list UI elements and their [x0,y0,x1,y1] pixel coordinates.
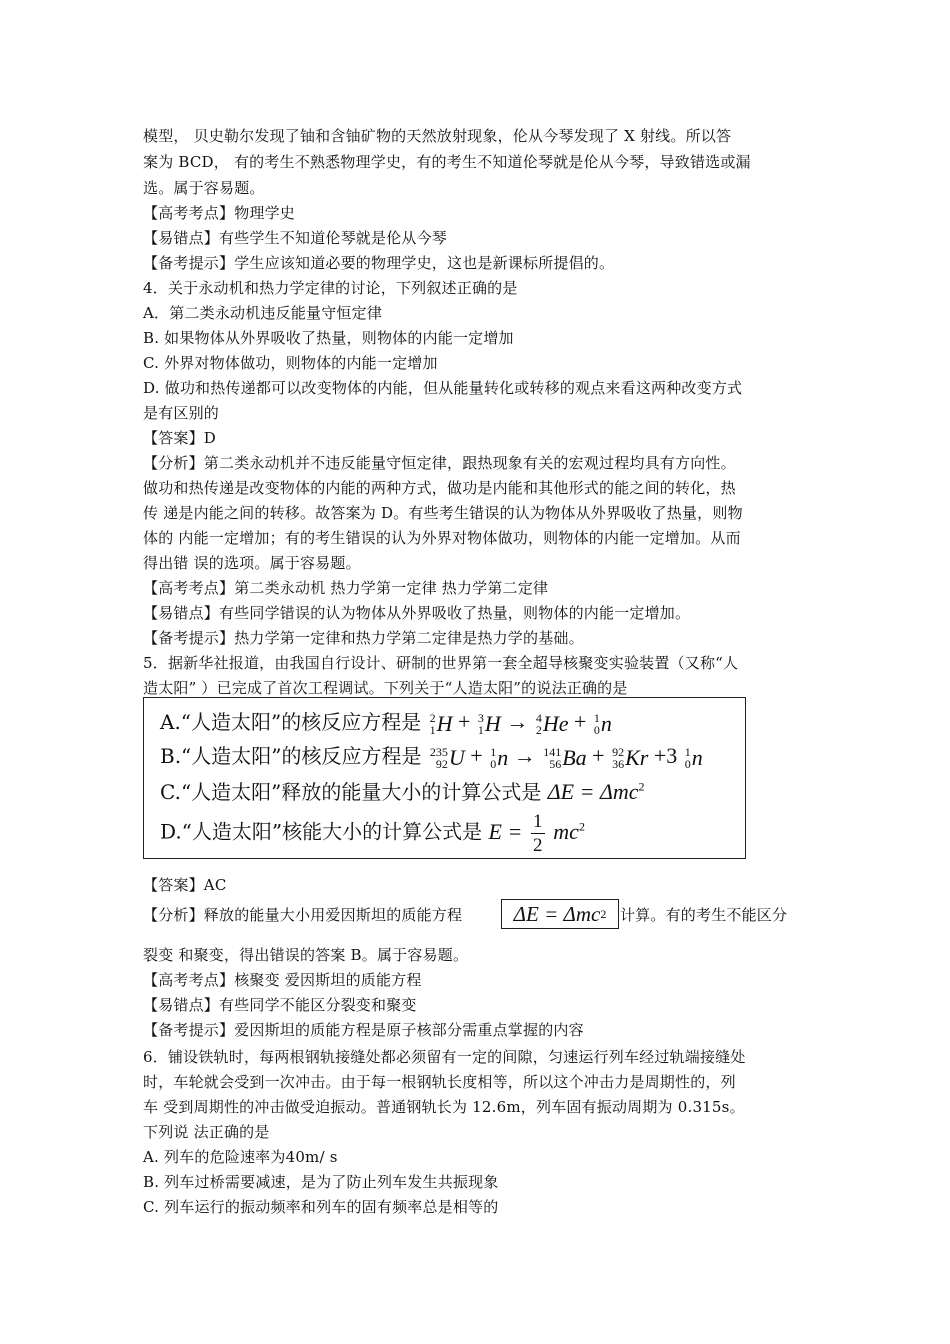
text-line: 体的 内能一定增加；有的考生错误的认为外界对物体做功，则物体的内能一定增加。从而 [143,529,741,547]
question-5-stem: 5．据新华社报道，由我国自行设计、研制的世界第一套全超导核聚变实验装置（又称“人 [143,654,739,672]
equation-a: 2 1 H + 3 1 H → 4 2 He + 1 0 n [429,709,612,737]
option-d: D. 做功和热传递都可以改变物体的内能，但从能量转化或转移的观点来看这两种改变方式 [143,379,743,397]
text-line: 【易错点】有些同学不能区分裂变和聚变 [143,996,417,1014]
answer-5: 【答案】AC [143,876,227,894]
equation-b: 235 92 U + 1 0 n → 141 56 Ba + 92 36 Kr +3 1 0 n [429,743,703,771]
question-6-stem: 6．铺设铁轨时，每两根钢轨接缝处都必须留有一定的间隙，匀速运行列车经过轨端接缝处 [143,1048,746,1066]
option-c: C. 外界对物体做功，则物体的内能一定增加 [143,354,438,372]
analysis-5: 【分析】释放的能量大小用爱因斯坦的质能方程 [143,906,463,924]
option-b-row: B.“人造太阳”的核反应方程是 235 92 U + 1 0 n → 141 56 Ba + 92 36 Kr +3 1 0 n [160,743,703,771]
text-line: 做功和热传递是改变物体的内能的两种方式，做功是内能和其他形式的能之间的转化，热 [143,479,736,497]
text-line: 造太阳” ）已完成了首次工程调试。下列关于“人造太阳”的说法正确的是 [143,679,628,697]
text-line: 传 递是内能之间的转移。故答案为 D。有些考生错误的认为物体从外界吸收了热量，则物 [143,504,743,522]
option-b: B. 如果物体从外界吸收了热量，则物体的内能一定增加 [143,329,514,347]
text-line: 【高考考点】物理学史 [143,204,296,222]
text-line: 模型， 贝史勒尔发现了铀和含铀矿物的天然放射现象，伦从今琴发现了 X 射线。所以答 [143,127,732,145]
option-a-row: A.“人造太阳”的核反应方程是 2 1 H + 3 1 H → 4 2 He + 1 0 n [160,709,612,737]
text-line: 下列说 法正确的是 [143,1123,270,1141]
text-line: 选。属于容易题。 [143,179,265,197]
answer-4: 【答案】D [143,429,217,447]
option-b: B. 列车过桥需要减速，是为了防止列车发生共振现象 [143,1173,499,1191]
text-line: 车 受到周期性的冲击做受迫振动。普通钢轨长为 12.6m，列车固有振动周期为 0.315s。 [143,1098,745,1116]
equation-d: E = $\frac{1}{2}$ $mc^2$ [488,811,585,856]
mass-energy-equation: ΔE = Δmc 2 [501,899,619,929]
question-4-stem: 4．关于永动机和热力学定律的讨论，下列叙述正确的是 [143,279,518,297]
text-line: 【高考考点】第二类永动机 热力学第一定律 热力学第二定律 [143,579,549,597]
option-a: A. 列车的危险速率为40m/ s [143,1148,338,1166]
text-line: 【易错点】有些同学错误的认为物体从外界吸收了热量，则物体的内能一定增加。 [143,604,691,622]
text-line: 【高考考点】核聚变 爱因斯坦的质能方程 [143,971,422,989]
text-line: 案为 BCD， 有的考生不熟悉物理学史，有的考生不知道伦琴就是伦从今琴，导致错选或漏 [143,153,751,171]
text-line: 裂变 和聚变，得出错误的答案 B。属于容易题。 [143,946,469,964]
text-line: 【备考提示】学生应该知道必要的物理学史，这也是新课标所提倡的。 [143,254,615,272]
text-line: 得出错 误的选项。属于容易题。 [143,554,361,572]
option-c: C. 列车运行的振动频率和列车的固有频率总是相等的 [143,1198,499,1216]
text-line: 是有区别的 [143,404,220,422]
analysis-4: 【分析】第二类永动机并不违反能量守恒定律，跟热现象有关的宏观过程均具有方向性。 [143,454,736,472]
equation-c: ΔE = Δmc$^2$ [547,779,645,804]
option-d-row: D.“人造太阳”核能大小的计算公式是 E = $\frac{1}{2}$ $mc^2$ [160,811,585,856]
options-box [143,697,746,859]
text-line: 时，车轮就会受到一次冲击。由于每一根钢轨长度相等，所以这个冲击力是周期性的，列 [143,1073,736,1091]
option-a: A．第二类永动机违反能量守恒定律 [143,304,383,322]
text-line: 计算。有的考生不能区分 [620,906,788,924]
text-line: 【易错点】有些学生不知道伦琴就是伦从今琴 [143,229,448,247]
text-line: 【备考提示】热力学第一定律和热力学第二定律是热力学的基础。 [143,629,584,647]
text-line: 【备考提示】爱因斯坦的质能方程是原子核部分需重点掌握的内容 [143,1021,584,1039]
option-c-row: C.“人造太阳”释放的能量大小的计算公式是 ΔE = Δmc$^2$ [160,779,645,804]
